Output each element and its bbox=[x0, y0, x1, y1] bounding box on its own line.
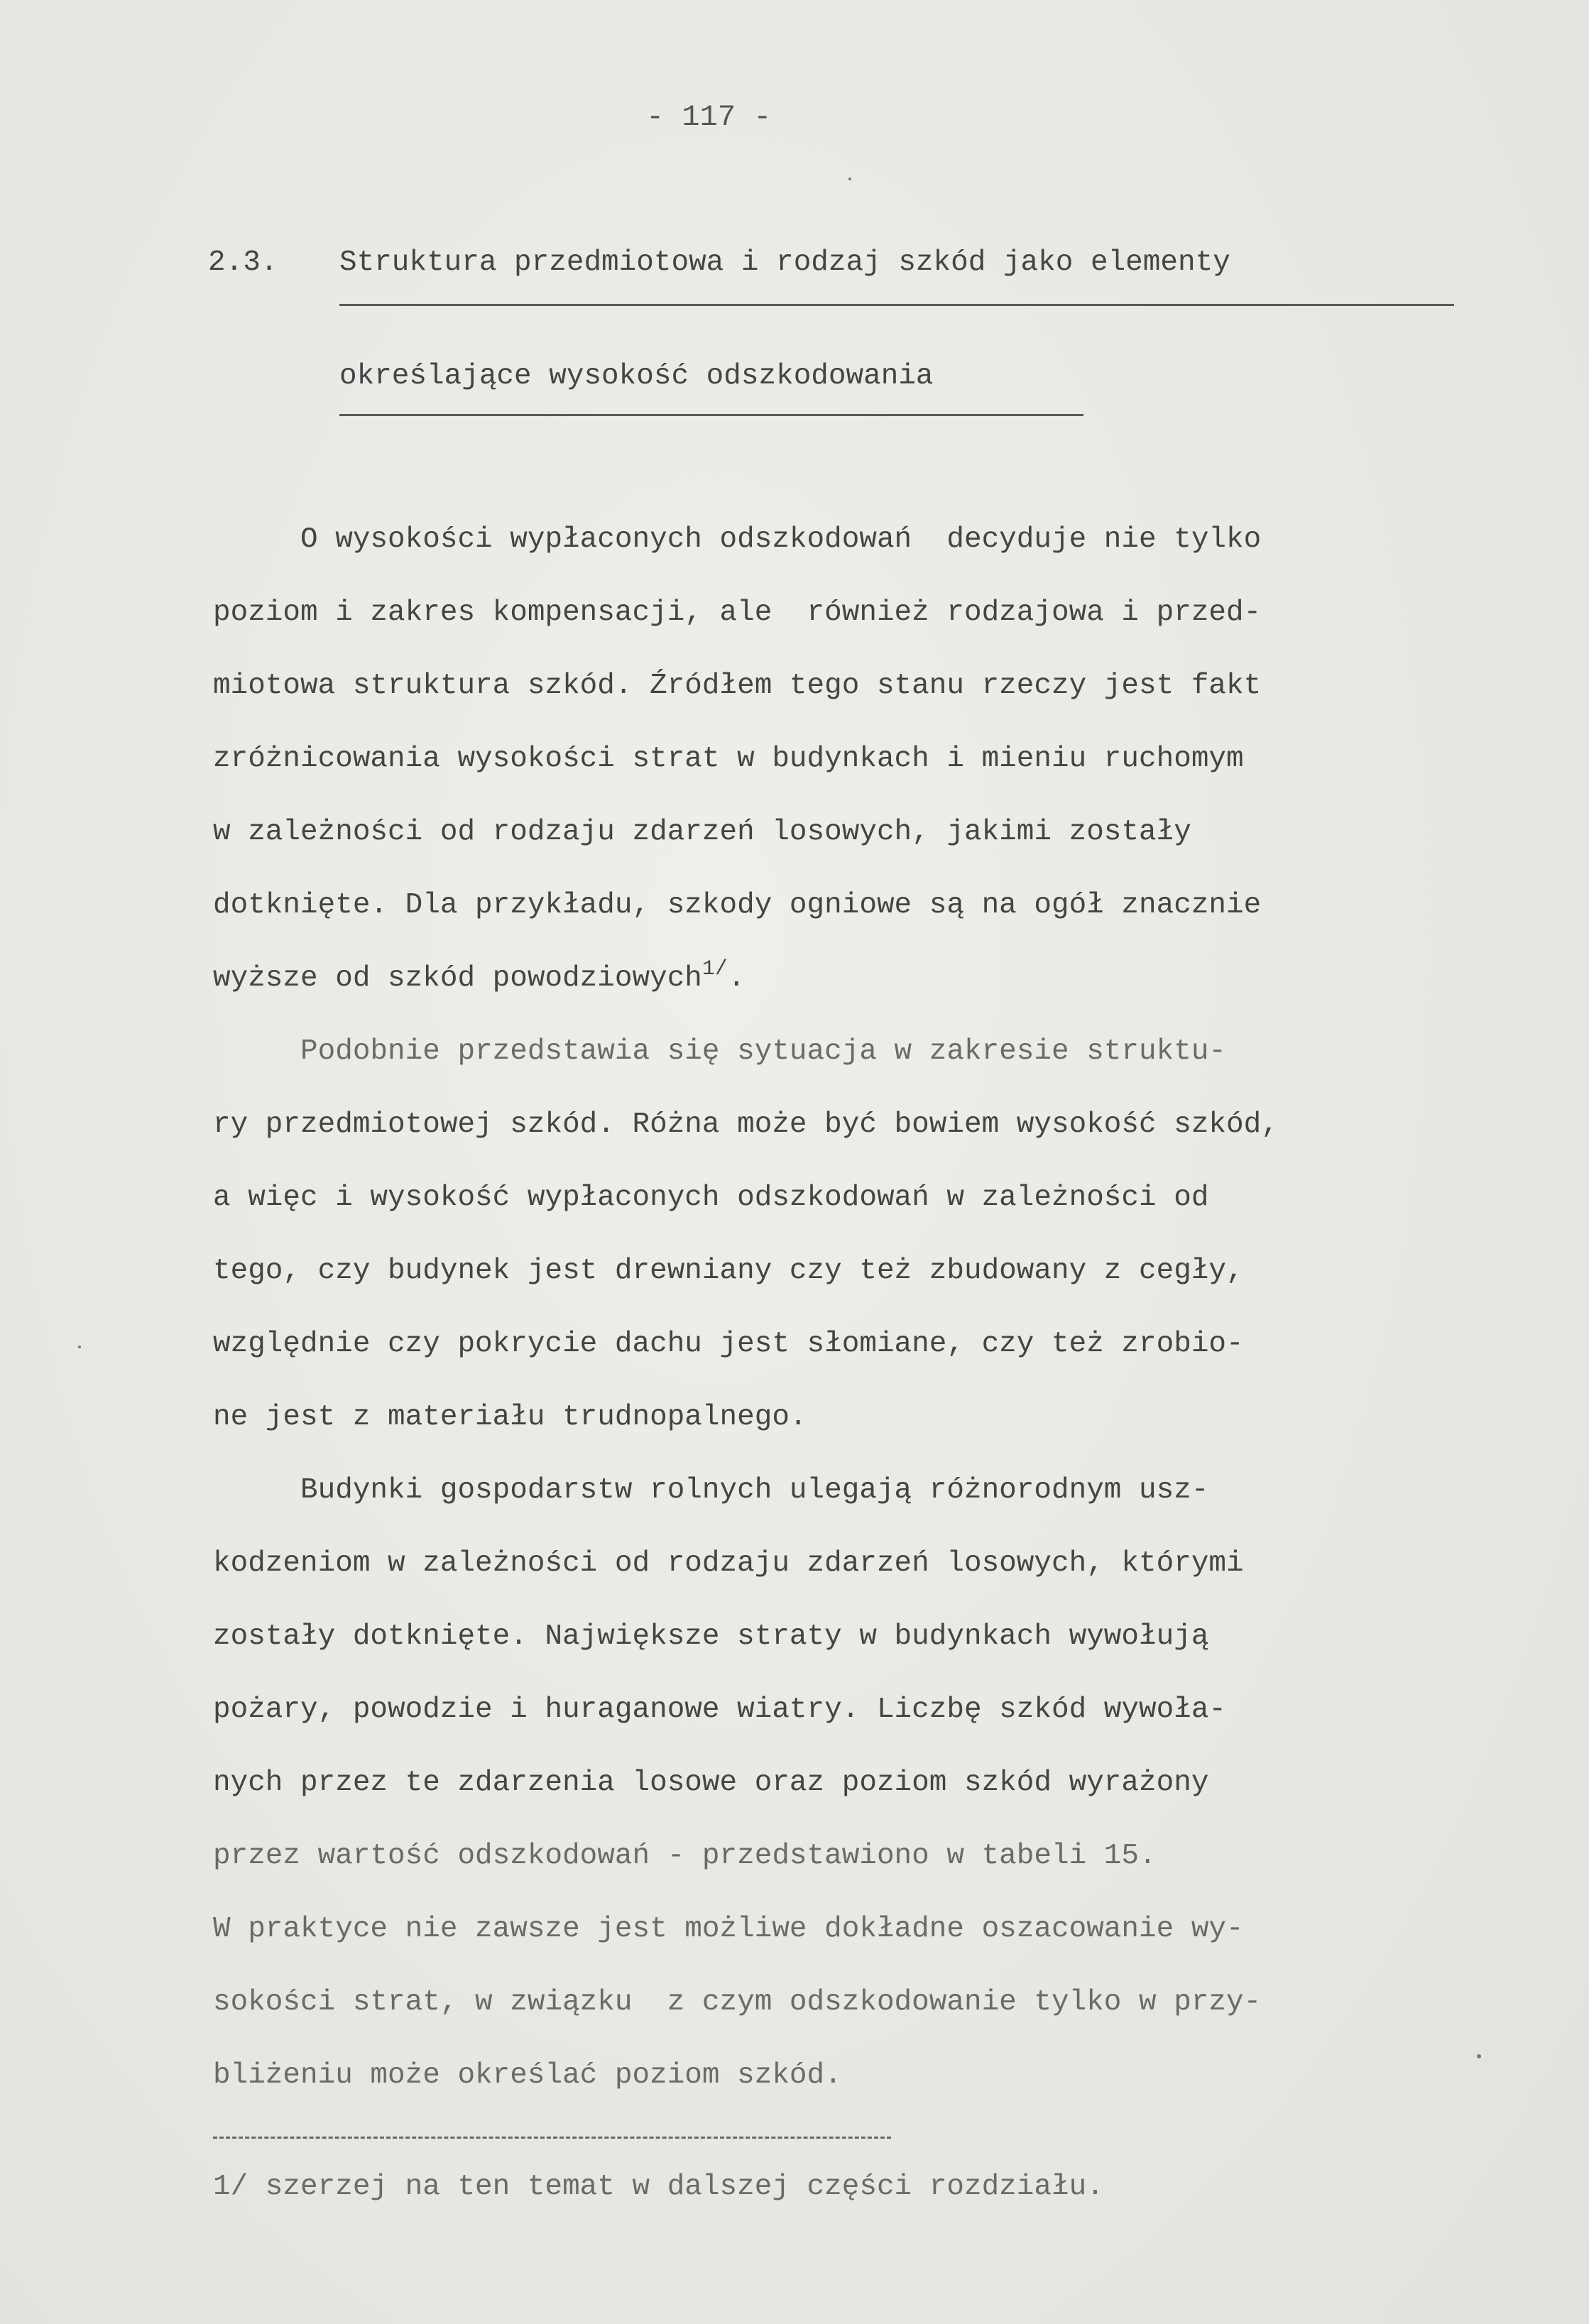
paragraph-1-line: poziom i zakres kompensacji, ale również rodzajowa i przed- bbox=[213, 596, 1262, 629]
footnote-separator bbox=[213, 2137, 891, 2139]
paragraph-1-line: miotowa struktura szkód. Źródłem tego stanu rzeczy jest fakt bbox=[213, 670, 1262, 702]
paragraph-3-line: sokości strat, w związku z czym odszkodowanie tylko w przy- bbox=[213, 1986, 1262, 2019]
footnote-text: 1/ szerzej na ten temat w dalszej części rozdziału. bbox=[213, 2171, 1104, 2203]
paragraph-2-line: ry przedmiotowej szkód. Różna może być bowiem wysokość szkód, bbox=[213, 1108, 1279, 1141]
paragraph-1-last-text: wyższe od szkód powodziowych bbox=[213, 962, 702, 995]
paragraph-1-line: dotknięte. Dla przykładu, szkody ogniowe są na ogół znacznie bbox=[213, 889, 1262, 922]
paragraph-3-line: przez wartość odszkodowań - przedstawiono w tabeli 15. bbox=[213, 1840, 1157, 1872]
title-underline-1 bbox=[339, 304, 1454, 306]
section-title-line-1: Struktura przedmiotowa i rodzaj szkód jako elementy bbox=[339, 246, 1230, 279]
paragraph-1-line: w zależności od rodzaju zdarzeń losowych, jakimi zostały bbox=[213, 816, 1191, 849]
paper-speck bbox=[78, 1346, 81, 1348]
paragraph-1-last-line bbox=[213, 957, 746, 998]
paper-speck bbox=[1477, 2054, 1481, 2058]
paragraph-2-line: a więc i wysokość wypłaconych odszkodowań w zależności od bbox=[213, 1182, 1209, 1214]
section-title-line-2: określające wysokość odszkodowania bbox=[339, 360, 934, 393]
paragraph-1-period: . bbox=[727, 962, 746, 995]
paragraph-3-line: bliżeniu może określać poziom szkód. bbox=[213, 2059, 842, 2092]
section-number: 2.3. bbox=[208, 246, 278, 279]
paragraph-2-line: względnie czy pokrycie dachu jest słomiane, czy też zrobio- bbox=[213, 1328, 1244, 1360]
paragraph-3-line: pożary, powodzie i huraganowe wiatry. Liczbę szkód wywoła- bbox=[213, 1693, 1227, 1726]
paragraph-2-line: ne jest z materiału trudnopalnego. bbox=[213, 1401, 807, 1434]
paragraph-1-line: zróżnicowania wysokości strat w budynkach i mieniu ruchomym bbox=[213, 743, 1244, 775]
footnote-reference: 1/ bbox=[701, 957, 728, 981]
paragraph-3-line: zostały dotknięte. Największe straty w budynkach wywołują bbox=[213, 1620, 1209, 1653]
paragraph-3-line: W praktyce nie zawsze jest możliwe dokładne oszacowanie wy- bbox=[213, 1913, 1244, 1946]
paragraph-3-line: kodzeniom w zależności od rodzaju zdarzeń losowych, którymi bbox=[213, 1547, 1244, 1580]
paragraph-2-line: tego, czy budynek jest drewniany czy też zbudowany z cegły, bbox=[213, 1255, 1244, 1287]
paragraph-3-line: Budynki gospodarstw rolnych ulegają różnorodnym usz- bbox=[213, 1474, 1209, 1507]
title-underline-2 bbox=[339, 414, 1083, 416]
paragraph-3-line: nych przez te zdarzenia losowe oraz poziom szkód wyrażony bbox=[213, 1767, 1209, 1799]
paragraph-2-line: Podobnie przedstawia się sytuacja w zakresie struktu- bbox=[213, 1035, 1227, 1068]
page-number: - 117 - bbox=[646, 100, 772, 134]
paper-speck bbox=[848, 178, 851, 180]
paragraph-1-line: O wysokości wypłaconych odszkodowań decyduje nie tylko bbox=[213, 523, 1262, 556]
